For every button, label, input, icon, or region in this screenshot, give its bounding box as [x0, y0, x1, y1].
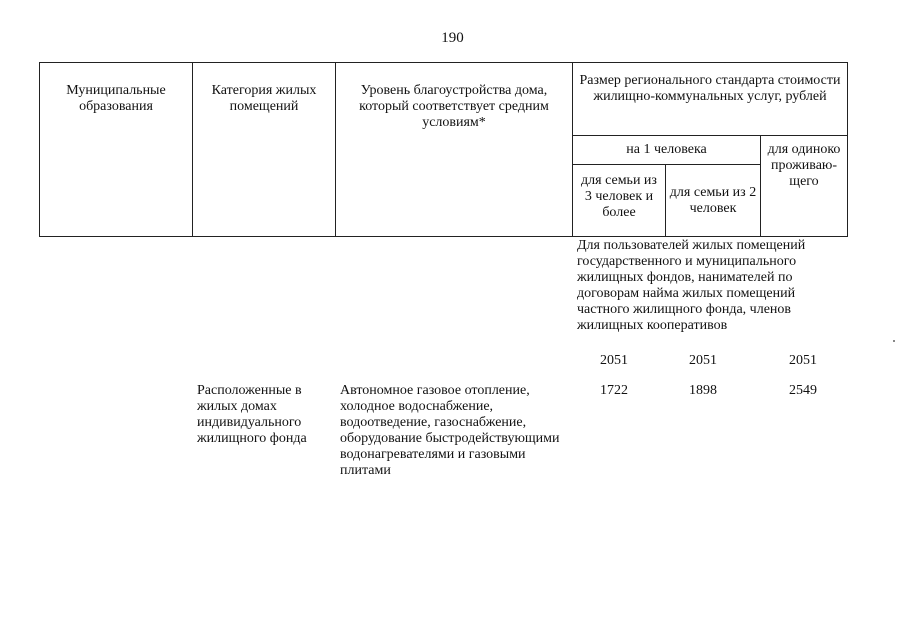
header-standard: Размер регионального стандарта стоимости жилищно-коммунальных услуг, рублей: [573, 63, 848, 136]
value-cell: 1898: [689, 383, 717, 398]
header-family2: для семьи из 2 человек: [666, 165, 761, 237]
header-level: Уровень благоустройства дома, который соответствует средним условиям*: [336, 63, 573, 237]
value-cell: 2051: [600, 353, 628, 368]
value-cell: 2549: [789, 383, 817, 398]
header-category: Категория жилых помещений: [193, 63, 336, 237]
header-single: для одиноко проживаю-щего: [761, 136, 848, 237]
value-cell: 2051: [689, 353, 717, 368]
header-family3: для семьи из 3 человек и более: [573, 165, 666, 237]
header-municipal: Муниципальные образования: [40, 63, 193, 237]
header-per-person: на 1 человека: [573, 136, 761, 165]
section-note: Для пользователей жилых помещений государственного и муниципального жилищных фондов, нанимателей по договорам найма жилых помещений частного жилищного фонда, членов жилищных кооперативов: [577, 238, 806, 333]
row-category: Расположенные в жилых домах индивидуального жилищного фонда: [197, 383, 307, 446]
scan-dot: [893, 340, 895, 342]
value-cell: 1722: [600, 383, 628, 398]
value-cell: 2051: [789, 353, 817, 368]
row-level: Автономное газовое отопление, холодное водоснабжение, водоотведение, газоснабжение, оборудование быстродействующими водонагревателями и газовыми плитами: [340, 383, 560, 478]
page-number: 190: [441, 30, 464, 46]
header-table: [39, 62, 848, 237]
